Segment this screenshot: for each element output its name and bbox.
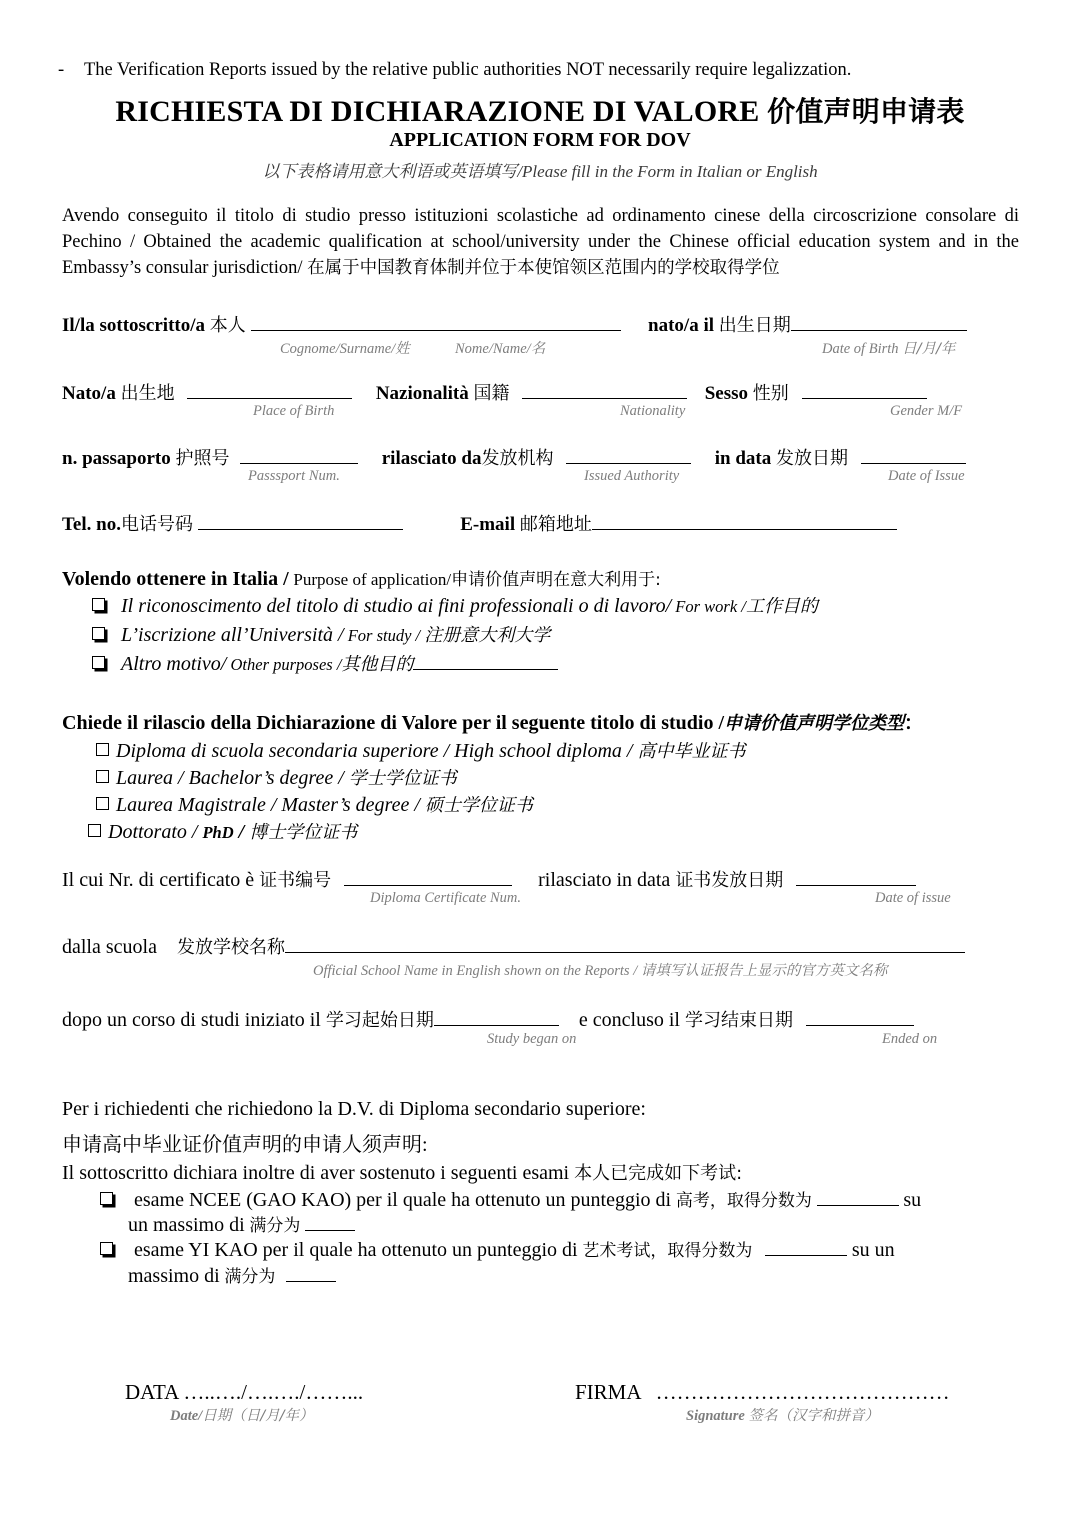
degree-option-bachelor-italian: Laurea — [116, 767, 174, 789]
passport-label-chinese: 护照号 — [175, 448, 230, 469]
school-name-input[interactable] — [285, 933, 965, 953]
degree-heading-colon: ： — [904, 713, 924, 734]
certificate-number-label-chinese: 证书编号 — [259, 870, 332, 891]
certificate-row — [62, 866, 916, 892]
issued-authority-hint: Issued Authority — [584, 468, 680, 484]
gender-hint: Gender M/F — [890, 403, 963, 419]
study-end-label-chinese: 学习结束日期 — [684, 1010, 793, 1031]
nationality-label: Nazionalità — [375, 383, 469, 404]
checkbox-icon[interactable] — [100, 1192, 113, 1205]
separator: / — [621, 740, 638, 762]
date-field-hint: Date/日期（日/月/年） — [170, 1408, 314, 1424]
exam-yikao-score-input[interactable] — [765, 1237, 847, 1256]
degree-option-bachelor-chinese: 学士学位证书 — [348, 768, 457, 789]
certificate-number-hint: Diploma Certificate Num. — [370, 890, 522, 906]
degree-option-highschool-italian: Diploma di scuola secondaria superiore — [116, 740, 439, 762]
purpose-option-study[interactable] — [92, 621, 550, 647]
certificate-number-label: Il cui Nr. di certificato è — [62, 869, 255, 891]
certificate-issue-date-label-chinese: 证书发放日期 — [675, 870, 784, 891]
purpose-option-work-english: For work / — [671, 597, 746, 616]
certificate-issue-date-hint: Date of issue — [875, 890, 951, 906]
telephone-input[interactable] — [198, 511, 403, 530]
date-of-birth-label: nato/a il — [648, 315, 714, 336]
purpose-option-other-chinese: 其他目的 — [341, 654, 414, 675]
exam-ncee-max-chinese: 满分为 — [249, 1216, 301, 1235]
purpose-option-other-english: Other purposes / — [226, 655, 342, 674]
purpose-option-work-italian: Il riconoscimento del titolo di studio ai fini professionali o di lavoro/ — [121, 595, 672, 617]
exam-yikao-max-input[interactable] — [286, 1263, 336, 1282]
signature-field — [575, 1380, 950, 1405]
purpose-option-study-english: For study / — [343, 626, 425, 645]
checkbox-icon[interactable] — [92, 598, 105, 611]
checkbox-icon[interactable] — [100, 1242, 113, 1255]
study-end-hint: Ended on — [882, 1031, 938, 1047]
exams-declaration — [62, 1159, 742, 1185]
signature-field-hint: Signature 签名（汉字和拼音） — [686, 1408, 879, 1424]
issue-date-label-chinese: 发放日期 — [776, 448, 848, 469]
nationality-hint: Nationality — [620, 403, 686, 419]
exam-ncee-score-input[interactable] — [817, 1187, 899, 1206]
top-note-text: The Verification Reports issued by the relative public authorities NOT necessarily require legalizzation. — [84, 60, 852, 80]
checkbox-icon[interactable] — [96, 797, 109, 810]
purpose-option-study-italian: L’iscrizione all’Università / — [121, 624, 344, 646]
exams-heading-chinese: 申请高中毕业证价值声明的申请人须声明: — [62, 1134, 428, 1156]
purpose-heading-chinese: 申请价值声明在意大利用于: — [451, 570, 661, 590]
purpose-option-other[interactable] — [92, 650, 558, 676]
certificate-number-input[interactable] — [344, 866, 512, 886]
exams-declaration-italian: Il sottoscritto dichiara inoltre di aver sostenuto i seguenti esami — [62, 1162, 570, 1184]
exam-yikao-max-chinese: 满分为 — [224, 1267, 276, 1286]
study-end-input[interactable] — [806, 1006, 914, 1026]
date-field-input[interactable]: …..…./….…./……... — [183, 1380, 364, 1404]
nationality-input[interactable] — [522, 380, 687, 399]
email-input[interactable] — [592, 511, 897, 530]
degree-option-highschool[interactable] — [96, 737, 745, 763]
checkbox-icon[interactable] — [88, 824, 101, 837]
birth-nationality-gender-row — [62, 379, 927, 405]
school-name-hint: Official School Name in English shown on the Reports / 请填写认证报告上显示的官方英文名称 — [313, 963, 888, 979]
email-label-chinese: 邮箱地址 — [519, 514, 592, 535]
study-end-label: e concluso il — [578, 1009, 680, 1031]
exams-declaration-chinese: 本人已完成如下考试: — [574, 1163, 743, 1184]
exams-heading-italian: Per i richiedenti che richiedono la D.V. di Diploma secondario superiore: — [62, 1098, 646, 1120]
degree-option-highschool-english: High school diploma — [454, 740, 622, 762]
degree-option-master-chinese: 硕士学位证书 — [424, 795, 533, 816]
page-title-italian: RICHIESTA DI DICHIARAZIONE DI VALORE — [115, 95, 760, 128]
dob-hint: Date of Birth 日/月/年 — [822, 341, 956, 357]
study-start-hint: Study began on — [487, 1031, 577, 1047]
exam-yikao-max-italian: massimo di — [128, 1265, 220, 1287]
school-label-chinese: 发放学校名称 — [176, 937, 285, 958]
undersigned-row — [62, 311, 967, 337]
degree-option-phd-chinese: 博士学位证书 — [249, 822, 358, 843]
school-row — [62, 933, 965, 959]
exam-ncee-tail: su — [903, 1189, 922, 1211]
place-of-birth-label: Nato/a — [62, 383, 116, 404]
date-of-birth-label-chinese: 出生日期 — [718, 315, 791, 336]
telephone-label: Tel. no. — [62, 514, 121, 535]
surname-hint: Cognome/Surname/姓 — [280, 341, 410, 357]
purpose-other-input[interactable] — [413, 651, 558, 670]
email-label: E-mail — [460, 514, 516, 535]
separator: / — [409, 794, 425, 816]
signature-field-input[interactable]: …………………………………… — [655, 1380, 950, 1404]
exam-ncee-max-input[interactable] — [305, 1212, 355, 1231]
date-field-label: DATA — [125, 1380, 179, 1404]
purpose-option-work-chinese: 工作目的 — [745, 596, 818, 617]
degree-option-phd[interactable] — [88, 818, 357, 844]
gender-label-chinese: 性别 — [752, 383, 789, 404]
separator: / — [333, 767, 349, 789]
surname-input[interactable] — [251, 312, 451, 331]
purpose-heading — [62, 565, 661, 591]
fill-instruction-chinese: 以下表格请用意大利语或英语填写 — [262, 162, 518, 182]
passport-label: n. passaporto — [62, 448, 171, 469]
top-note — [58, 60, 851, 81]
degree-option-master-italian: Laurea Magistrale — [116, 794, 266, 816]
exam-ncee-chinese: 高考，取得分数为 — [675, 1191, 812, 1210]
date-field — [125, 1380, 363, 1405]
undersigned-label-chinese: 本人 — [209, 315, 246, 336]
study-start-label: dopo un corso di studi iniziato il — [62, 1009, 321, 1031]
certificate-issue-date-label: rilasciato in data — [538, 869, 671, 891]
exam-ncee-max-row — [128, 1211, 355, 1237]
passport-row — [62, 444, 966, 470]
exam-yikao-tail: su un — [851, 1239, 895, 1261]
place-of-birth-input[interactable] — [187, 380, 352, 399]
degree-heading-chinese: 申请价值声明学位类型 — [724, 713, 905, 734]
dob-month-year-input[interactable] — [879, 312, 967, 331]
checkbox-icon[interactable] — [92, 627, 105, 640]
study-period-row — [62, 1006, 914, 1032]
place-of-birth-label-chinese: 出生地 — [120, 383, 175, 404]
passport-number-input[interactable] — [240, 445, 358, 464]
page-title — [0, 90, 1080, 130]
degree-option-phd-english: PhD — [202, 823, 234, 842]
given-name-input[interactable] — [451, 312, 621, 331]
degree-option-master-english: Master’s degree — [281, 794, 410, 816]
gender-input[interactable] — [802, 380, 927, 399]
page-subtitle: APPLICATION FORM FOR DOV — [389, 129, 691, 151]
undersigned-label: Il/la sottoscritto/a — [62, 315, 206, 336]
top-note-dash: - — [58, 60, 65, 80]
dob-day-input[interactable] — [791, 312, 879, 331]
purpose-heading-english: Purpose of application/ — [293, 570, 452, 589]
exam-ncee-italian: esame NCEE (GAO KAO) per il quale ha ottenuto un punteggio di — [134, 1189, 672, 1211]
checkbox-icon[interactable] — [96, 743, 109, 756]
separator: / — [173, 767, 189, 789]
separator: / — [438, 740, 455, 762]
intro-italian: Avendo conseguito il titolo di studio presso istituzioni scolastiche ad ordinamento cinese della circoscrizione consolare di Pechino — [62, 206, 1019, 252]
issued-authority-label: rilasciato da — [381, 448, 482, 469]
purpose-option-study-chinese: 注册意大利大学 — [424, 625, 551, 646]
signature-field-label: FIRMA — [575, 1380, 641, 1404]
degree-heading-italian: Chiede il rilascio della Dichiarazione di Valore per il seguente titolo di studio / — [62, 712, 725, 734]
nationality-label-chinese: 国籍 — [473, 383, 510, 404]
issued-authority-input[interactable] — [566, 445, 691, 464]
passport-number-hint: Passsport Num. — [248, 468, 340, 484]
issue-date-label: in data — [714, 448, 772, 469]
checkbox-icon[interactable] — [92, 656, 105, 669]
exam-yikao-italian: esame YI KAO per il quale ha ottenuto un punteggio di — [134, 1239, 578, 1261]
exam-yikao-chinese: 艺术考试，取得分数为 — [582, 1241, 753, 1260]
degree-option-phd-italian: Dottorato — [108, 821, 187, 843]
intro-paragraph — [62, 203, 1019, 281]
purpose-heading-italian: Volendo ottenere in Italia / — [62, 568, 289, 590]
issue-date-hint: Date of Issue — [888, 468, 965, 484]
purpose-option-work[interactable] — [92, 592, 818, 618]
exam-item-ncee[interactable] — [100, 1186, 921, 1212]
exam-item-yikao[interactable] — [100, 1236, 895, 1262]
separator: / — [265, 794, 282, 816]
intro-chinese: 在属于中国教育体制并位于本使馆领区范围内的学校取得学位 — [307, 258, 780, 278]
degree-option-highschool-chinese: 高中毕业证书 — [637, 741, 746, 762]
gender-label: Sesso — [704, 383, 749, 404]
exam-yikao-max-row — [128, 1262, 336, 1288]
study-start-label-chinese: 学习起始日期 — [325, 1010, 434, 1031]
given-name-hint: Nome/Name/名 — [455, 341, 546, 357]
degree-heading — [62, 708, 923, 735]
place-of-birth-hint: Place of Birth — [253, 403, 335, 419]
contact-row — [62, 510, 897, 536]
study-start-input[interactable] — [434, 1006, 559, 1026]
purpose-option-other-italian: Altro motivo/ — [121, 653, 227, 675]
checkbox-icon[interactable] — [96, 770, 109, 783]
degree-option-master[interactable] — [96, 791, 533, 817]
separator: / — [186, 821, 203, 843]
issue-date-input[interactable] — [861, 445, 966, 464]
fill-instruction-english: /Please fill in the Form in Italian or English — [517, 162, 818, 181]
certificate-issue-date-input[interactable] — [796, 866, 916, 886]
separator: / — [233, 821, 250, 843]
telephone-label-chinese: 电话号码 — [120, 514, 193, 535]
issued-authority-label-chinese: 发放机构 — [481, 448, 554, 469]
degree-option-bachelor-english: Bachelor’s degree — [188, 767, 334, 789]
fill-instruction — [0, 157, 1080, 182]
exam-ncee-max-italian: un massimo di — [128, 1214, 245, 1236]
school-label: dalla scuola — [62, 936, 157, 958]
intro-english: / Obtained the academic qualification at school/university under the Chinese official education system and in the Embassy’s consular jurisdiction/ — [62, 232, 1020, 278]
page-title-chinese: 价值声明申请表 — [767, 95, 965, 128]
degree-option-bachelor[interactable] — [96, 764, 457, 790]
